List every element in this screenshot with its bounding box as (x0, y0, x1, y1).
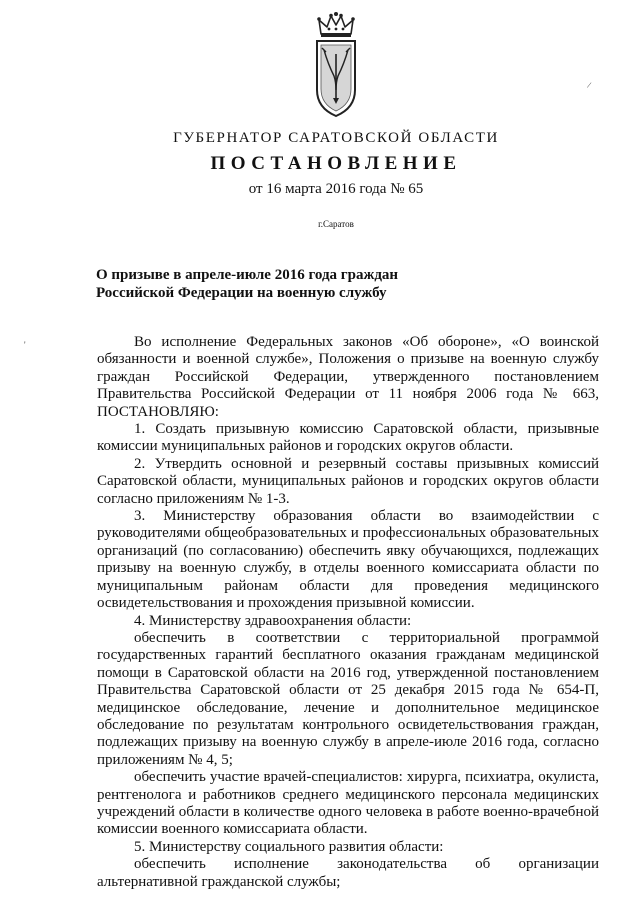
body-paragraph-item-2: 2. Утвердить основной и резервный составы призывных комиссий Саратовской области, муниципальных районов и городских округов области согласно приложениям № 1-3. (97, 455, 599, 507)
body-paragraph-item-5-a: обеспечить исполнение законодательства об организации альтернативной гражданской службы; (97, 856, 599, 890)
saratov-coat-of-arms-icon (311, 12, 361, 120)
document-city: г.Саратов (318, 219, 354, 229)
crown-icon (317, 12, 355, 37)
document-body (97, 334, 599, 891)
document-subject (96, 266, 496, 302)
body-paragraph-preamble: Во исполнение Федеральных законов «Об обороне», «О воинской обязанности и военной службе», Положения о призыве на военную службу граждан Российской Федерации, утвержденного постановлением Правительства Российской Федерации от 11 ноября 2006 года № 663, ПОСТАНОВЛЯЮ: (97, 334, 599, 420)
shield-icon (317, 41, 355, 116)
body-paragraph-item-5: 5. Министерству социального развития области: (134, 838, 444, 855)
subject-line: О призыве в апреле-июле 2016 года граждан (96, 267, 399, 283)
body-paragraph-item-3: 3. Министерству образования области во взаимодействии с руководителями общеобразовательных и профессиональных образовательных организаций (по согласованию) обеспечить явку обучающихся, подлежащих призыву на военную службу, в отделы военного комиссариата области по муниципальным районам области для проведения медицинского освидетельствования и прохождения призывной комиссии. (97, 508, 599, 612)
document-date-number: от 16 марта 2016 года № 65 (248, 181, 424, 197)
body-paragraph-item-4-b: обеспечить участие врачей-специалистов: хирурга, психиатра, окулиста, рентгенолога и работников среднего медицинского персонала медицинских учреждений области в количестве одного человека в работе военно-врачебной комиссии военного комиссариата области. (97, 769, 599, 838)
body-paragraph-item-4: 4. Министерству здравоохранения области: (134, 612, 412, 629)
scan-mark: ' (24, 340, 26, 350)
body-paragraph-item-1: 1. Создать призывную комиссию Саратовской области, призывные комиссии муниципальных районов и городских округов области. (97, 421, 599, 455)
scan-mark: / (586, 79, 593, 91)
document-type-title: ПОСТАНОВЛЕНИЕ (210, 153, 462, 174)
body-paragraph-item-4-a: обеспечить в соответствии с территориальной программой государственных гарантий бесплатного оказания гражданам медицинской помощи в Саратовской области на 2016 год, утвержденной постановлением Правительства Саратовской области от 25 декабря 2015 года № 654-П, медицинское обследование, лечение и дополнительное медицинское обследование по результатам контрольного освидетельствования граждан, подлежащих призыву на военную службу в апреле-июле 2016 года, согласно приложениям № 4, 5; (97, 629, 599, 768)
authority-title: ГУБЕРНАТОР САРАТОВСКОЙ ОБЛАСТИ (173, 130, 499, 146)
subject-line: Российской Федерации на военную службу (96, 285, 387, 301)
